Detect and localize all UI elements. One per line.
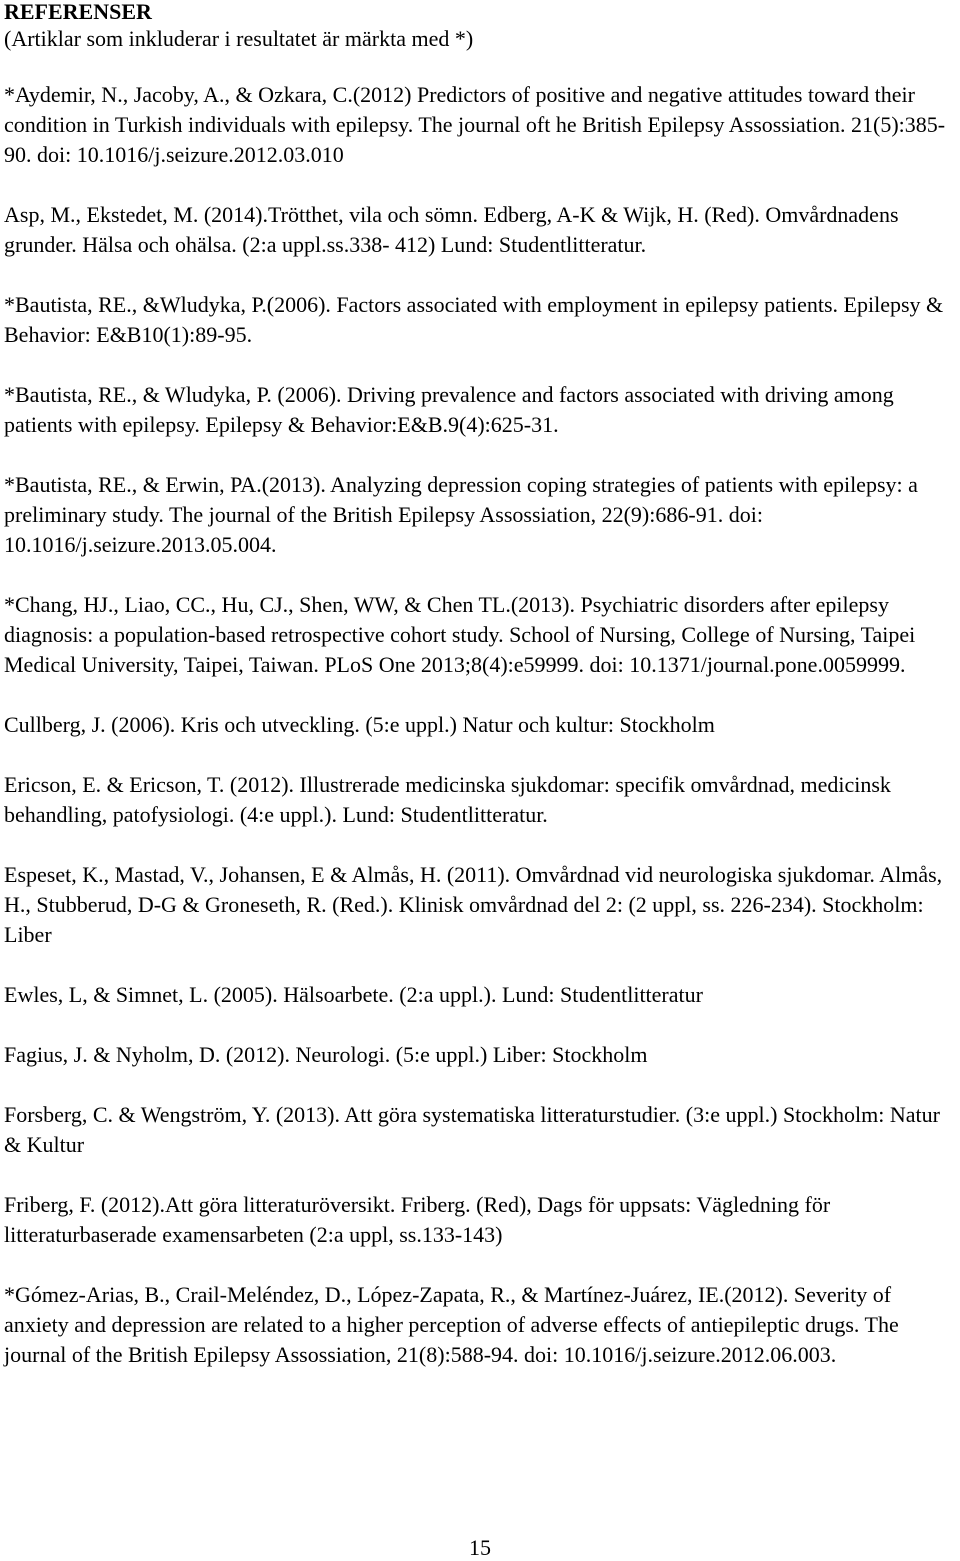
document-page (4, 0, 949, 1400)
reference-entry: *Bautista, RE., &Wludyka, P.(2006). Factors associated with employment in epilepsy patients. Epilepsy & Behavior: E&B10(1):89-95. (4, 292, 944, 347)
references-heading: REFERENSER (4, 0, 152, 24)
reference-entry: Cullberg, J. (2006). Kris och utveckling. (5:e uppl.) Natur och kultur: Stockholm (4, 712, 715, 737)
page-number: 15 (469, 1535, 491, 1560)
reference-entry: Forsberg, C. & Wengström, Y. (2013). Att göra systematiska litteraturstudier. (3:e uppl.) Stockholm: Natur & Kultur (4, 1102, 940, 1157)
reference-entry: *Aydemir, N., Jacoby, A., & Ozkara, C.(2012) Predictors of positive and negative attitudes toward their condition in Turkish individuals with epilepsy. The journal oft he British Epilepsy Assossiation. 21(5):385-90. doi: 10.1016/j.seizure.2012.03.010 (4, 82, 946, 167)
reference-entry: Ewles, L, & Simnet, L. (2005). Hälsoarbete. (2:a uppl.). Lund: Studentlitteratur (4, 982, 703, 1007)
reference-entry: Asp, M., Ekstedet, M. (2014).Trötthet, vila och sömn. Edberg, A-K & Wijk, H. (Red). Omvårdnadens grunder. Hälsa och ohälsa. (2:a uppl.ss.338- 412) Lund: Studentlitteratur. (4, 202, 899, 257)
reference-entry: *Bautista, RE., & Erwin, PA.(2013). Analyzing depression coping strategies of patients with epilepsy: a preliminary study. The journal of the British Epilepsy Assossiation, 22(9):686-91. doi: 10.1016/j.seizure.2013.05.004. (4, 472, 918, 557)
references-note: (Artiklar som inkluderar i resultatet är märkta med *) (4, 26, 474, 51)
reference-entry: *Chang, HJ., Liao, CC., Hu, CJ., Shen, WW, & Chen TL.(2013). Psychiatric disorders after epilepsy diagnosis: a population-based retrospective cohort study. School of Nursing, College of Nursing, Taipei Medical University, Taipei, Taiwan. PLoS One 2013;8(4):e59999. doi: 10.1371/journal.pone.0059999. (4, 592, 916, 677)
reference-entry: Ericson, E. & Ericson, T. (2012). Illustrerade medicinska sjukdomar: specifik omvårdnad, medicinsk behandling, patofysiologi. (4:e uppl.). Lund: Studentlitteratur. (4, 772, 891, 827)
reference-entry: *Bautista, RE., & Wludyka, P. (2006). Driving prevalence and factors associated with driving among patients with epilepsy. Epilepsy & Behavior:E&B.9(4):625-31. (4, 382, 894, 437)
reference-entry: Espeset, K., Mastad, V., Johansen, E & Almås, H. (2011). Omvårdnad vid neurologiska sjukdomar. Almås, H., Stubberud, D-G & Groneseth, R. (Red.). Klinisk omvårdnad del 2: (2 uppl, ss. 226-234). Stockholm: Liber (4, 862, 943, 947)
reference-entry: Fagius, J. & Nyholm, D. (2012). Neurologi. (5:e uppl.) Liber: Stockholm (4, 1042, 648, 1067)
reference-entry: *Gómez-Arias, B., Crail-Meléndez, D., López-Zapata, R., & Martínez-Juárez, IE.(2012). Severity of anxiety and depression are related to a higher perception of adverse effects of antiepileptic drugs. The journal of the British Epilepsy Assossiation, 21(8):588-94. doi: 10.1016/j.seizure.2012.06.003. (4, 1282, 899, 1367)
reference-entry: Friberg, F. (2012).Att göra litteraturöversikt. Friberg. (Red), Dags för uppsats: Vägledning för litteraturbaserade examensarbeten (2:a uppl, ss.133-143) (4, 1192, 831, 1247)
